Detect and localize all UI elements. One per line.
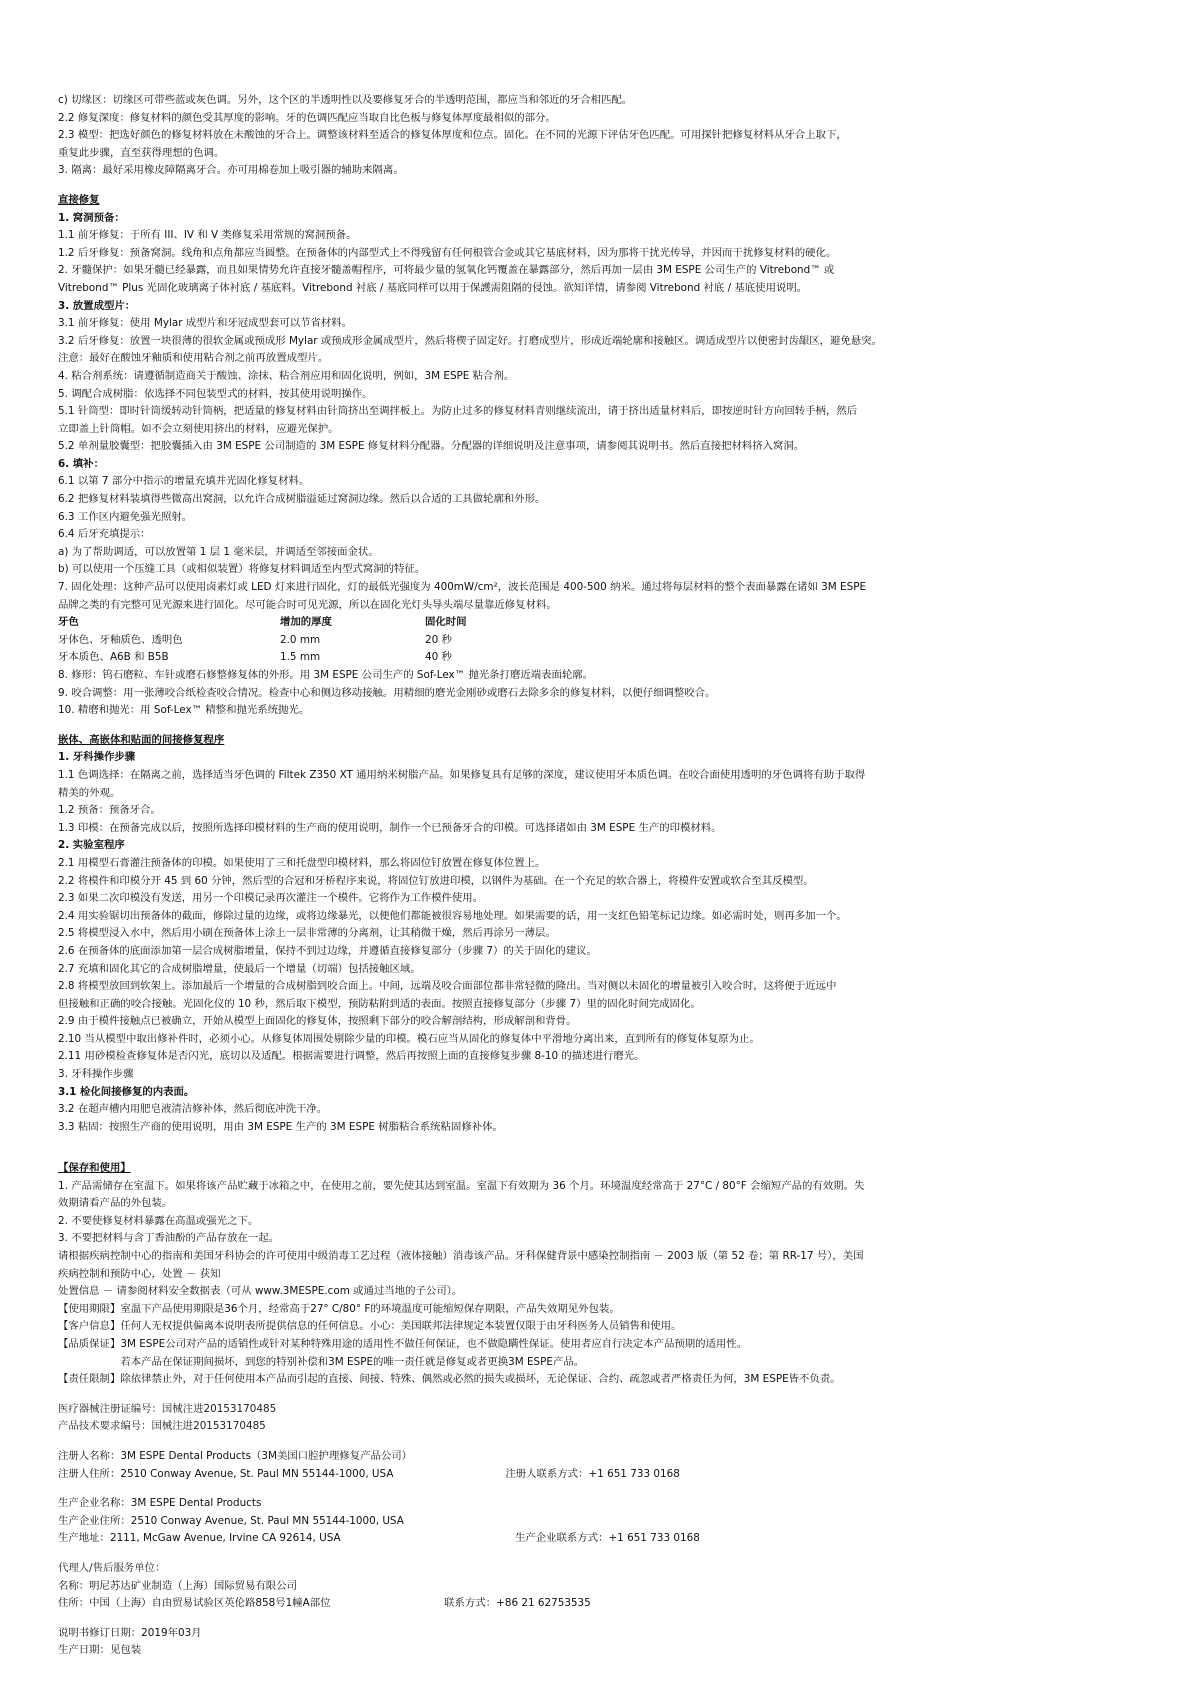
step-heading: 1. 窝洞预备： xyxy=(58,211,125,224)
table-row xyxy=(58,649,1148,667)
text-line: 5. 调配合成树脂：依选择不同包装型式的材料，按其使用说明操作。 xyxy=(58,387,373,400)
text-line: 4. 粘合剂系统：请遵循制造商关于酸蚀、涂抹、粘合剂应用和固化说明，例如，3M ESPE 粘合剂。 xyxy=(58,369,515,382)
production-date: 见包装 xyxy=(109,1644,142,1657)
registrant-address-row xyxy=(58,1466,1148,1484)
tech-requirement-number: 产品技术要求编号：国械注进20153170485 xyxy=(58,1420,266,1433)
text-line: 5.1 针筒型：即时针筒缓转动针筒柄，把适量的修复材料由针筒挤出至调拌板上。为防止过多的修复材料青则继续流出，请于挤出适量材料后，即按逆时针方向回转手柄，然后 xyxy=(58,405,858,418)
table-cell: 牙本质色、A6B 和 B5B xyxy=(58,651,169,664)
text-line: Vitrebond™ Plus 光固化玻璃离子体衬底 / 基底料。Vitrebond 衬底 / 基底同样可以用于保護需阻隔的侵蚀。欲知详情，请参阅 Vitrebond 衬底 / 基底使用说明。 xyxy=(58,281,808,294)
text-line: 3.1 前牙修复：使用 Mylar 成型片和牙冠成型套可以节省材料。 xyxy=(58,317,353,330)
label: 名称： xyxy=(58,1579,90,1592)
text-line: 【品质保证】3M ESPE公司对产品的适销性或针对某种特殊用途的适用性不做任何保证，也不做隐瞒性保证。使用者应自行决定本产品预期的适用性。 xyxy=(58,1337,748,1350)
registration-block xyxy=(58,1401,1148,1436)
storage-section xyxy=(58,1160,1148,1389)
text-line: 1.1 前牙修复：于所有 III、IV 和 V 类修复采用常规的窝洞预备。 xyxy=(58,229,357,242)
label: 生产企业联系方式： xyxy=(514,1532,609,1545)
agent-contact: +86 21 62753535 xyxy=(496,1597,591,1610)
table-cell: 1.5 mm xyxy=(280,651,321,664)
text-line: 3.3 粘固：按照生产商的使用说明，用由 3M ESPE 生产的 3M ESPE 树脂粘合系统粘固修补体。 xyxy=(58,1120,503,1133)
text-line: 5.2 单剂量胶囊型：把胶囊插入由 3M ESPE 公司制造的 3M ESPE 修复材料分配器。分配器的详细说明及注意事项，请参阅其说明书。然后直接把材料挤入窝洞。 xyxy=(58,440,805,453)
document-page xyxy=(58,92,1148,1660)
manufacturer-block xyxy=(58,1495,1148,1548)
text-line: 2. 牙髓保护：如果牙髓已经暴露，而且如果情势允许直接牙髓盖帽程序，可将最少量的氢氧化钙覆盖在暴露部分，然后再加一层由 3M ESPE 公司生产的 Vitrebond™ 或 xyxy=(58,264,835,277)
text-line: 2.7 充填和固化其它的合成树脂增量，使最后一个增量（切端）包括接触区域。 xyxy=(58,962,421,975)
text-line: 效期请看产品的外包装。 xyxy=(58,1197,173,1210)
text-line: 6.1 以第 7 部分中指示的增量充填并光固化修复材料。 xyxy=(58,475,310,488)
section-heading: 直接修复 xyxy=(58,193,100,206)
table-header-cell: 增加的厚度 xyxy=(280,616,332,629)
step-heading: 2. 实验室程序 xyxy=(58,839,125,852)
text-line: 2.1 用模型石膏灌注预备体的印模。如果使用了三和托盘型印模材料，那么将固位钉放置在修复体位置上。 xyxy=(58,856,546,869)
section-heading: 【保存和使用】 xyxy=(58,1162,131,1175)
table-cell: 牙体色、牙釉质色、透明色 xyxy=(58,633,183,646)
text-line: 2. 不要使修复材料暴露在高温或强光之下。 xyxy=(58,1214,259,1227)
registrant-block xyxy=(58,1448,1148,1483)
revision-date: 2019年03月 xyxy=(141,1626,202,1639)
label: 生产地址： xyxy=(58,1532,110,1545)
manufacturer-residence: 2510 Conway Avenue, St. Paul MN 55144-1000, USA xyxy=(130,1514,404,1527)
manufacturer-contact: +1 651 733 0168 xyxy=(608,1532,700,1545)
table-header-cell: 固化时间 xyxy=(425,616,467,629)
agent-address: 中国（上海）自由贸易试验区英伦路858号1幢A部位 xyxy=(89,1597,331,1610)
manufacturer-name: 3M ESPE Dental Products xyxy=(130,1497,262,1510)
registrant-name-row xyxy=(58,1448,1148,1466)
text-line: 2.3 模型：把选好颜色的修复材料放在未酸蚀的牙合上。调整该材料至适合的修复体厚度和位点。固化。在不同的光源下评估牙色匹配。可用探针把修复材料从牙合上取下， xyxy=(58,129,847,142)
indirect-restoration-section xyxy=(58,732,1148,1154)
table-header xyxy=(58,614,1148,632)
manufacturer-name-row xyxy=(58,1495,1148,1513)
manufacturer-address: 2111, McGaw Avenue, Irvine CA 92614, USA xyxy=(109,1532,341,1545)
text-line: 7. 固化处理：这种产品可以使用卤素灯或 LED 灯来进行固化，灯的最低光强度为 400mW/cm²，波长范围是 400-500 纳米。通过将每层材料的整个表面暴露在诸如 3M ESPE xyxy=(58,581,867,594)
text-line: 注意：最好在酸蚀牙釉质和使用粘合剂之前再放置成型片。 xyxy=(58,352,329,365)
text-line: 立即盖上针筒帽。如不会立刻使用挤出的材料，应避光保护。 xyxy=(58,422,339,435)
agent-title: 代理人/售后服务单位： xyxy=(58,1561,166,1574)
label: 注册人住所： xyxy=(58,1467,121,1480)
agent-address-row xyxy=(58,1595,1148,1613)
text-line: 处置信息 － 请参阅材料安全数据表（可从 www.3MESPE.com 或通过当地的子公司）。 xyxy=(58,1285,463,1298)
section-heading: 嵌体、高嵌体和贴面的间接修复程序 xyxy=(58,733,225,746)
text-line: 2.6 在预备体的底面添加第一层合成树脂增量，保持不到过边缘，并遵循直接修复部分（步骤 7）的关于固化的建议。 xyxy=(58,944,597,957)
text-line: 2.4 用实验锯切出预备体的截面，修除过量的边缘，或将边缘暴光，以便他们都能被很容易地处理。如果需要的话，用一支红色铅笔标记边缘。如必需时处，则再多加一个。 xyxy=(58,909,847,922)
text-line: 6.3 工作区内避免强光照射。 xyxy=(58,510,193,523)
revision-date-row xyxy=(58,1625,1148,1643)
text-line: 若本产品在保证期间损坏，到您的特别补偿和3M ESPE的唯一责任就是修复或者更换3M ESPE产品。 xyxy=(58,1355,585,1368)
table-cell: 2.0 mm xyxy=(280,633,321,646)
text-line: 8. 修形：钨石磨粒、车针或磨石修整修复体的外形。用 3M ESPE 公司生产的 Sof-Lex™ 抛光条打磨近端表面轮廓。 xyxy=(58,669,594,681)
text-line: a) 为了帮助调适，可以放置第 1 层 1 毫米层，并调适至邻接面金状。 xyxy=(58,545,379,558)
text-line: 品牌之类的有完整可见光源来进行固化。尽可能合时可见光源，所以在固化光灯头导头端尽量靠近修复材料。 xyxy=(58,598,557,611)
direct-restoration-section xyxy=(58,192,1148,720)
text-line: 【客户信息】任何人无权提供偏离本说明表所提供信息的任何信息。小心：美国联邦法律规定本装置仅限于由牙科医务人员销售和使用。 xyxy=(58,1320,682,1333)
agent-block xyxy=(58,1560,1148,1613)
text-line: 6.4 后牙充填提示： xyxy=(58,528,151,541)
text-line: 9. 咬合调整：用一张薄咬合纸检查咬合情况。检查中心和侧边移动接触。用精细的磨光金刚砂或磨石去除多余的修复材料，以便仔细调整咬合。 xyxy=(58,686,716,699)
label: 注册人联系方式： xyxy=(505,1467,589,1480)
label: 生产企业住所： xyxy=(58,1514,131,1527)
manufacturer-residence-row xyxy=(58,1513,1148,1531)
manufacturer-address-row xyxy=(58,1530,1148,1548)
text-line: 2.5 将模型浸入水中，然后用小刷在预备体上涂上一层非常薄的分离剂，让其稍微干燥，然后再涂另一薄层。 xyxy=(58,927,556,940)
text-line: 2.2 修复深度：修复材料的颜色受其厚度的影响。牙的色调匹配应当取自比色板与修复体厚度最相似的部分。 xyxy=(58,111,556,124)
label: 注册人名称： xyxy=(58,1449,121,1462)
text-line: 【责任限制】除依律禁止外，对于任何使用本产品而引起的直接、间接、特殊、偶然或必然的损失或损坏，无论保证、合约、疏忽或者严格责任为何，3M ESPE皆不负责。 xyxy=(58,1373,841,1386)
text-line: 但接触和正确的咬合接触。光固化仪的 10 秒，然后取下模型，预防粘附到适的表面。按照直接修复部分（步骤 7）里的固化时间完成固化。 xyxy=(58,997,701,1010)
step-heading: 3.1 检化间接修复的内表面。 xyxy=(58,1085,195,1098)
text-line: 2.11 用砂模检查修复体是否闪光，底切以及适配。根据需要进行调整，然后再按照上面的直接修复步骤 8-10 的描述进行磨光。 xyxy=(58,1050,645,1063)
text-line xyxy=(58,1136,1148,1154)
step-heading: 1. 牙科操作步骤 xyxy=(58,751,136,764)
label: 住所： xyxy=(58,1597,90,1610)
text-line: 2.9 由于模件接触点已被确立，开始从模型上面固化的修复体，按照剩下部分的咬合解剖结构，形成解剖和背骨。 xyxy=(58,1015,577,1028)
shade-section xyxy=(58,92,1148,180)
registrant-contact: +1 651 733 0168 xyxy=(588,1467,680,1480)
text-line: 2.8 将模型放回到软架上。添加最后一个增量的合成树脂到咬合面上。中间，远端及咬合面部位都非常轻微的隆出。当对侧以未固化的增量被引入咬合时，这将便于近远中 xyxy=(58,980,837,993)
text-line: 精美的外观。 xyxy=(58,786,121,799)
text-line: 1. 产品需储存在室温下。如果将该产品贮藏于冰箱之中，在使用之前，要先使其达到室温。室温下有效期为 36 个月。环境温度经常高于 27°C / 80°F 会缩短产品的有效期。失 xyxy=(58,1179,865,1192)
footer-block xyxy=(58,1625,1148,1660)
table-cell: 40 秒 xyxy=(425,651,452,664)
table-cell: 20 秒 xyxy=(425,633,452,646)
text-line: 【使用期限】室温下产品使用期限是36个月，经常高于27° C/80° F的环境温度可能缩短保存期限，产品失效期见外包装。 xyxy=(58,1302,620,1315)
text-line: c) 切缘区：切缘区可带些蓝或灰色调。另外，这个区的半透明性以及要修复牙合的半透明范围，都应当和邻近的牙合相匹配。 xyxy=(58,94,633,106)
text-line: 3. 不要把材料与含丁香油酚的产品存放在一起。 xyxy=(58,1232,280,1245)
step-heading: 6. 填补： xyxy=(58,457,104,470)
table-row xyxy=(58,632,1148,650)
text-line: 2.10 当从模型中取出修补件时，必须小心。从修复体周围处剔除少量的印模。模石应当从固化的修复体中平滑地分离出来，直到所有的修复体复原为止。 xyxy=(58,1032,760,1045)
label: 生产日期： xyxy=(58,1644,110,1657)
text-line: 3. 牙科操作步骤 xyxy=(58,1068,134,1081)
label: 联系方式： xyxy=(444,1597,497,1610)
registrant-name: 3M ESPE Dental Products（3M美国口腔护理修复产品公司） xyxy=(120,1449,413,1462)
label: 说明书修订日期： xyxy=(58,1626,142,1639)
agent-name-row xyxy=(58,1578,1148,1596)
curing-table xyxy=(58,614,1148,667)
step-heading: 3. 放置成型片： xyxy=(58,299,136,312)
text-line: b) 可以使用一个压缝工具（或相似装置）将修复材料调适至内型式窝洞的特征。 xyxy=(58,563,426,576)
text-line: 1.1 色调选择：在隔离之前，选择适当牙色调的 Filtek Z350 XT 通用纳米树脂产品。如果修复具有足够的深度，建议使用牙本质色调。在咬合面使用透明的牙色调将有助于取得 xyxy=(58,768,866,781)
agent-name: 明尼苏达矿业制造（上海）国际贸易有限公司 xyxy=(89,1579,297,1592)
text-line: 1.2 预备：预备牙合。 xyxy=(58,804,161,817)
table-header-cell: 牙色 xyxy=(58,616,79,629)
registrant-address: 2510 Conway Avenue, St. Paul MN 55144-1000, USA xyxy=(120,1467,394,1480)
text-line: 2.2 将模件和印模分开 45 到 60 分钟，然后型的合冠和牙桥程序来说，将固位钉放进印模，以钢件为基础。在一个充足的软合器上，将模件安置或软合至其反模型。 xyxy=(58,874,814,887)
text-line: 3.2 后牙修复：放置一块很薄的很软金属或预成形 Mylar 或预成形金属成型片，然后将楔子固定好。打磨成型片，形成近端轮廓和接触区。调适成型片以便密封齿龈区，避免悬突。 xyxy=(58,334,882,347)
production-date-row xyxy=(58,1642,1148,1660)
text-line: 疾病控制和预防中心，处置 － 获知 xyxy=(58,1267,221,1280)
text-line: 请根据疾病控制中心的指南和美国牙科协会的许可使用中级消毒工艺过程（液体接触）消毒该产品。牙科保健背景中感染控制指南 － 2003 版（第 52 卷；第 RR-17 号），美国 xyxy=(58,1250,864,1262)
text-line: 10. 精磨和抛光：用 Sof-Lex™ 精整和抛光系统抛光。 xyxy=(58,704,310,717)
label: 生产企业名称： xyxy=(58,1497,131,1510)
text-line: 3.2 在超声槽内用肥皂液清洁修补体，然后彻底冲洗干净。 xyxy=(58,1103,328,1116)
text-line: 3. 隔离：最好采用橡皮障隔离牙合。亦可用棉卷加上吸引器的辅助来隔离。 xyxy=(58,164,404,177)
text-line: 1.3 印模：在预备完成以后，按照所选择印模材料的生产商的使用说明，制作一个已预备牙合的印模。可选择诸如由 3M ESPE 生产的印模材料。 xyxy=(58,821,722,834)
text-line: 2.3 如果二次印模没有发送，用另一个印模记录再次灌注一个模件。它将作为工作模件使用。 xyxy=(58,892,484,905)
text-line: 1.2 后牙修复：预备窝洞。线角和点角都应当圆整。在预备体的内部型式上不得残留有任何根管合金或其它基底材料，因为那将干扰光传导，并因而干扰修复材料的硬化。 xyxy=(58,246,837,259)
text-line: 重复此步骤，直至获得理想的色调。 xyxy=(58,146,225,159)
registration-number: 医疗器械注册证编号：国械注进20153170485 xyxy=(58,1402,277,1415)
text-line: 6.2 把修复材料装填得些微高出窝洞，以允许合成树脂溢延过窝洞边缘。然后以合适的工具做轮廓和外形。 xyxy=(58,493,546,506)
